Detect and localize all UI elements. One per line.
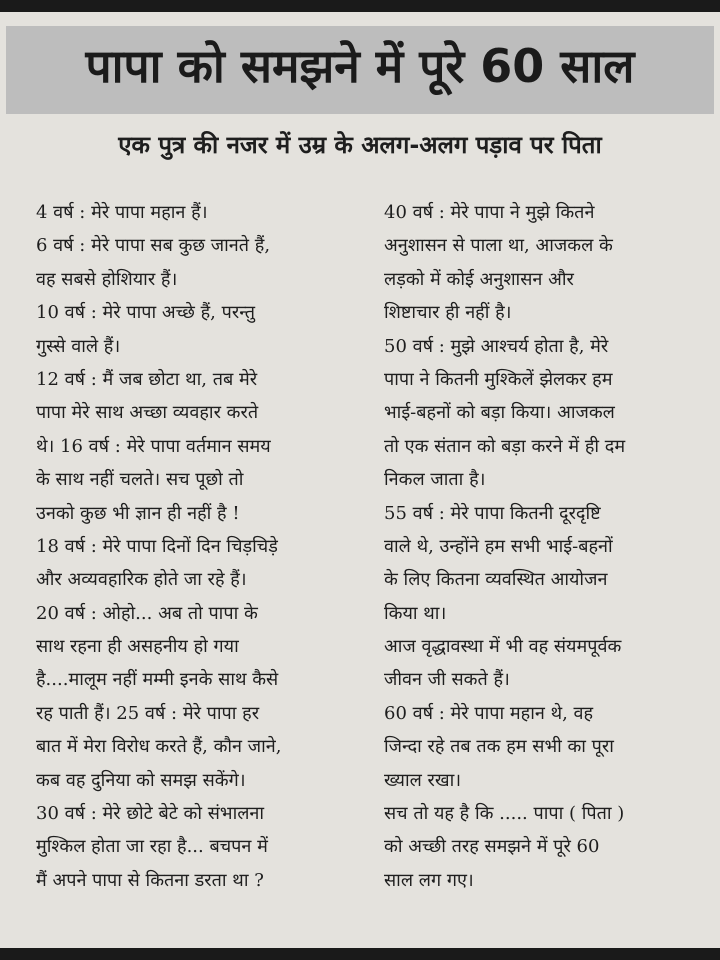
article-subtitle: एक पुत्र की नजर में उम्र के अलग-अलग पड़ाव पर पिता bbox=[118, 131, 602, 159]
text-line: 50 वर्ष : मुझे आश्चर्य होता है, मेरे bbox=[384, 335, 609, 357]
text-line: आज वृद्धावस्था में भी वह संयमपूर्वक bbox=[384, 636, 622, 658]
right-column bbox=[384, 196, 706, 897]
text-line: जीवन जी सकते हैं। bbox=[384, 669, 510, 691]
text-line: 4 वर्ष : मेरे पापा महान हैं। bbox=[36, 202, 208, 223]
text-line: ख्याल रखा। bbox=[384, 769, 462, 791]
text-line: 10 वर्ष : मेरे पापा अच्छे हैं, परन्तु bbox=[36, 302, 255, 324]
text-line: 40 वर्ष : मेरे पापा ने मुझे कितने bbox=[384, 202, 595, 223]
text-line: को अच्छी तरह समझने में पूरे 60 bbox=[384, 836, 600, 858]
text-line: वह सबसे होशियार हैं। bbox=[36, 268, 178, 290]
text-line: 18 वर्ष : मेरे पापा दिनों दिन चिड़चिड़े bbox=[36, 535, 278, 557]
newspaper-clipping bbox=[0, 12, 720, 948]
text-line: के लिए कितना व्यवस्थित आयोजन bbox=[384, 569, 608, 591]
text-line: 20 वर्ष : ओहो... अब तो पापा के bbox=[36, 602, 258, 624]
text-line: 55 वर्ष : मेरे पापा कितनी दूरदृष्टि bbox=[384, 502, 601, 524]
title-banner bbox=[6, 26, 714, 114]
article-title: पापा को समझने में पूरे 60 साल bbox=[85, 39, 635, 93]
text-line: थे। 16 वर्ष : मेरे पापा वर्तमान समय bbox=[36, 435, 271, 457]
text-line: गुस्से वाले हैं। bbox=[36, 335, 121, 357]
text-line: भाई-बहनों को बड़ा किया। आजकल bbox=[384, 402, 615, 424]
left-column bbox=[36, 196, 362, 897]
text-line: निकल जाता है। bbox=[384, 469, 486, 491]
text-line: उनको कुछ भी ज्ञान ही नहीं है ! bbox=[36, 502, 240, 524]
text-line: और अव्यवहारिक होते जा रहे हैं। bbox=[36, 569, 247, 591]
text-line: के साथ नहीं चलते। सच पूछो तो bbox=[36, 469, 244, 491]
text-line: 12 वर्ष : मैं जब छोटा था, तब मेरे bbox=[36, 368, 258, 390]
text-line: तो एक संतान को बड़ा करने में ही दम bbox=[384, 435, 626, 457]
text-line: साल लग गए। bbox=[384, 869, 474, 891]
text-line: वाले थे, उन्होंने हम सभी भाई-बहनों bbox=[384, 535, 613, 557]
text-line: पापा मेरे साथ अच्छा व्यवहार करते bbox=[36, 402, 259, 424]
text-line: 60 वर्ष : मेरे पापा महान थे, वह bbox=[384, 702, 594, 724]
text-line: अनुशासन से पाला था, आजकल के bbox=[384, 235, 613, 257]
text-line: पापा ने कितनी मुश्किलें झेलकर हम bbox=[384, 368, 613, 390]
text-line: किया था। bbox=[384, 602, 447, 624]
text-line: कब वह दुनिया को समझ सकेंगे। bbox=[36, 769, 246, 791]
text-line: लड़को में कोई अनुशासन और bbox=[384, 268, 574, 290]
text-line: 6 वर्ष : मेरे पापा सब कुछ जानते हैं, bbox=[36, 235, 271, 257]
text-line: मुश्किल होता जा रहा है... बचपन में bbox=[36, 836, 268, 858]
text-line: साथ रहना ही असहनीय हो गया bbox=[36, 636, 239, 658]
text-line: मैं अपने पापा से कितना डरता था ? bbox=[36, 869, 264, 891]
text-line: सच तो यह है कि ..... पापा ( पिता ) bbox=[384, 803, 625, 825]
text-line: रह पाती हैं। 25 वर्ष : मेरे पापा हर bbox=[36, 702, 260, 724]
text-line: 30 वर्ष : मेरे छोटे बेटे को संभालना bbox=[36, 803, 265, 825]
text-line: बात में मेरा विरोध करते हैं, कौन जाने, bbox=[36, 736, 282, 758]
text-line: जिन्दा रहे तब तक हम सभी का पूरा bbox=[384, 736, 614, 758]
text-line: शिष्टाचार ही नहीं है। bbox=[384, 302, 512, 324]
text-line: है....मालूम नहीं मम्मी इनके साथ कैसे bbox=[36, 669, 279, 691]
